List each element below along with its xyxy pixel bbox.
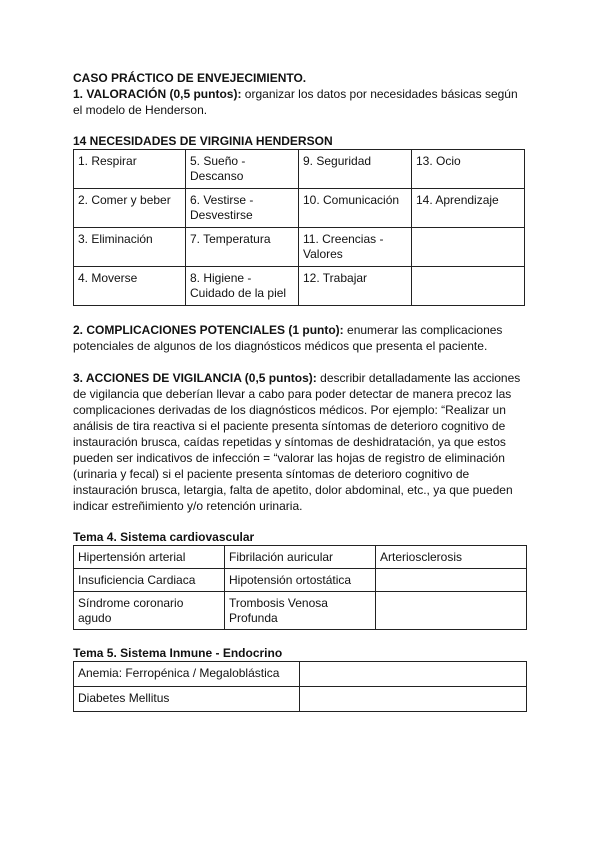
table-row: [74, 592, 527, 630]
vigilancia-paragraph: [73, 370, 528, 514]
table-cell: 11. Creencias - Valores: [299, 228, 412, 267]
table-cell: 2. Comer y beber: [74, 189, 186, 228]
table-cell: Diabetes Mellitus: [74, 687, 300, 712]
tema5-title: Tema 5. Sistema Inmune - Endocrino: [73, 646, 283, 660]
table-cell: 14. Aprendizaje: [412, 189, 525, 228]
table-cell: 9. Seguridad: [299, 150, 412, 189]
table-cell: 6. Vestirse - Desvestirse: [186, 189, 299, 228]
table-row: [74, 546, 527, 569]
table-cell: 7. Temperatura: [186, 228, 299, 267]
tema5-table: [73, 661, 527, 712]
valoracion-text: organizar los datos por necesidades básicas según el modelo de Henderson.: [73, 87, 518, 117]
table-cell: Trombosis Venosa Profunda: [225, 592, 376, 630]
table-cell: [300, 687, 527, 712]
valoracion-heading: 1. VALORACIÓN (0,5 puntos):: [73, 87, 242, 101]
tema4-table: [73, 545, 527, 630]
table-cell: Insuficiencia Cardiaca: [74, 569, 225, 592]
table-cell: 12. Trabajar: [299, 267, 412, 306]
table-cell: Arteriosclerosis: [376, 546, 527, 569]
complicaciones-paragraph: [73, 322, 528, 354]
table-row: [74, 189, 525, 228]
table-cell: 1. Respirar: [74, 150, 186, 189]
table-cell: 3. Eliminación: [74, 228, 186, 267]
table-cell: [412, 228, 525, 267]
table-cell: Hipotensión ortostática: [225, 569, 376, 592]
table-cell: Fibrilación auricular: [225, 546, 376, 569]
table-cell: Hipertensión arterial: [74, 546, 225, 569]
table-cell: 10. Comunicación: [299, 189, 412, 228]
table-cell: 5. Sueño - Descanso: [186, 150, 299, 189]
table-row: [74, 569, 527, 592]
table-row: [74, 228, 525, 267]
valoracion-paragraph: [73, 86, 528, 118]
document-title: CASO PRÁCTICO DE ENVEJECIMIENTO.: [73, 71, 307, 85]
complicaciones-text: enumerar las complicaciones potenciales de algunos de los diagnósticos médicos que presenta el paciente.: [73, 323, 503, 353]
table-row: [74, 150, 525, 189]
table-cell: [300, 662, 527, 687]
needs-table: [73, 149, 525, 306]
vigilancia-heading: 3. ACCIONES DE VIGILANCIA (0,5 puntos):: [73, 371, 317, 385]
table-row: [74, 662, 527, 687]
complicaciones-heading: 2. COMPLICACIONES POTENCIALES (1 punto):: [73, 323, 344, 337]
table-cell: [376, 569, 527, 592]
needs-table-title: 14 NECESIDADES DE VIRGINIA HENDERSON: [73, 134, 333, 148]
table-row: [74, 687, 527, 712]
table-cell: [376, 592, 527, 630]
table-cell: 8. Higiene - Cuidado de la piel: [186, 267, 299, 306]
document-content: [73, 70, 528, 712]
tema4-title: Tema 4. Sistema cardiovascular: [73, 530, 255, 544]
table-cell: [412, 267, 525, 306]
table-cell: Síndrome coronario agudo: [74, 592, 225, 630]
table-cell: 13. Ocio: [412, 150, 525, 189]
table-cell: Anemia: Ferropénica / Megaloblástica: [74, 662, 300, 687]
vigilancia-text: describir detalladamente las acciones de vigilancia que deberían llevar a cabo para poder detectar de manera precoz las complicaciones derivadas de los diagnósticos médicos. Por ejemplo: “Realizar un análisis de tira reactiva si el paciente presenta síntomas de deterioro cognitivo de instauración brusca, caídas repetidas y síntomas de deshidratación, ya que estos pueden ser indicativos de infección = “valorar las hojas de registro de eliminación (urinaria y fecal) si el paciente presenta síntomas de deterioro cognitivo de instauración brusca, letargia, falta de apetito, dolor abdominal, etc., ya que pueden indicar estreñimiento y/o retención urinaria.: [73, 371, 521, 513]
table-cell: 4. Moverse: [74, 267, 186, 306]
table-row: [74, 267, 525, 306]
